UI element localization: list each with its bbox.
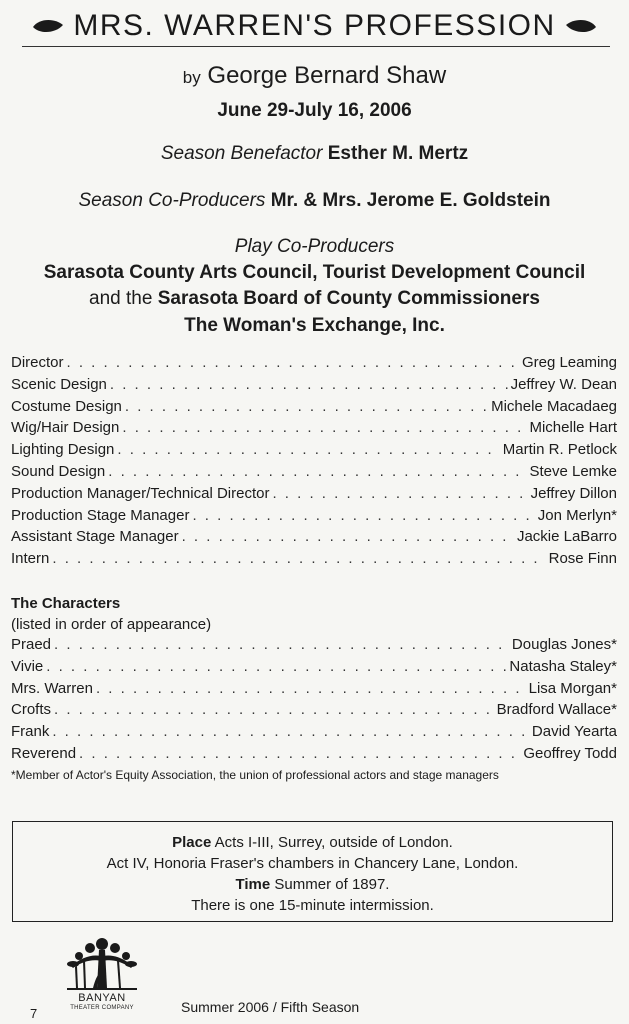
sponsor-line-3: The Woman's Exchange, Inc. <box>184 315 445 336</box>
season-benefactor <box>0 143 629 165</box>
actor-name: Geoffrey Todd <box>523 744 617 762</box>
leaf-right-icon <box>564 17 598 35</box>
credit-name: Jon Merlyn* <box>537 506 617 524</box>
season-label: Summer 2006 / Fifth Season <box>181 999 360 1015</box>
season-co-producers <box>0 190 629 212</box>
actor-name: Natasha Staley* <box>509 657 617 675</box>
credit-row <box>11 528 617 550</box>
by-label: by <box>182 68 201 87</box>
character-role: Frank <box>11 723 50 741</box>
credit-row <box>11 550 617 572</box>
characters-subheading: (listed in order of appearance) <box>11 616 212 633</box>
credit-row <box>11 419 617 441</box>
credit-role: Scenic Design <box>11 375 107 393</box>
credit-role: Wig/Hair Design <box>11 419 120 437</box>
credit-name: Martin R. Petlock <box>502 441 617 459</box>
credit-name: Steve Lemke <box>529 462 617 480</box>
credit-name: Michelle Hart <box>529 419 617 437</box>
run-dates: June 29-July 16, 2006 <box>217 100 412 121</box>
character-role: Praed <box>11 636 52 653</box>
credit-row <box>11 463 617 485</box>
character-role: Vivie <box>11 657 44 675</box>
intermission-line: There is one 15-minute intermission. <box>191 897 434 914</box>
credit-role: Lighting Design <box>11 441 115 459</box>
character-row <box>11 636 617 658</box>
credit-role: Production Manager/Technical Director <box>11 484 270 502</box>
character-row <box>11 680 617 702</box>
sponsor-line-2 <box>0 288 629 310</box>
co-producers-name: Mr. & Mrs. Jerome E. Goldstein <box>270 190 551 211</box>
banyan-tree-logo-icon <box>63 934 141 994</box>
credit-role: Sound Design <box>11 462 106 480</box>
credit-name: Greg Leaming <box>521 354 617 371</box>
characters-list <box>11 636 617 767</box>
logo-subtitle: THEATER COMPANY <box>70 1005 134 1011</box>
page-number: 7 <box>30 1006 38 1021</box>
sponsor-line-2-name: Sarasota Board of County Commissioners <box>157 288 540 309</box>
time-text: Summer of 1897. <box>274 876 390 893</box>
page-title: MRS. WARREN'S PROFESSION <box>73 9 556 42</box>
credit-name: Jeffrey W. Dean <box>510 375 617 393</box>
co-producers-label: Season Co-Producers <box>78 190 266 211</box>
setting-box <box>12 821 613 922</box>
actor-name: David Yearta <box>531 723 617 741</box>
credit-name: Rose Finn <box>548 550 617 568</box>
character-role: Reverend <box>11 744 77 762</box>
credit-row <box>11 485 617 507</box>
sponsor-line-2-prefix: and the <box>89 288 153 309</box>
byline <box>0 62 629 90</box>
actor-name: Lisa Morgan* <box>528 679 617 697</box>
sponsor-line-1: Sarasota County Arts Council, Tourist Development Council <box>43 262 586 283</box>
place-line <box>13 832 612 853</box>
credit-row <box>11 507 617 529</box>
play-co-producers-label: Play Co-Producers <box>234 236 395 257</box>
place-label: Place <box>172 834 212 851</box>
credit-role: Production Stage Manager <box>11 506 190 524</box>
actor-name: Douglas Jones* <box>511 636 617 653</box>
credit-name: Jeffrey Dillon <box>530 484 617 502</box>
logo-name: BANYAN <box>78 992 126 1004</box>
leaf-left-icon <box>31 17 65 35</box>
credit-name: Michele Macadaeg <box>491 397 617 415</box>
character-row <box>11 701 617 723</box>
title-row <box>0 6 629 46</box>
benefactor-name: Esther M. Mertz <box>327 143 469 164</box>
character-row <box>11 723 617 745</box>
character-role: Crofts <box>11 701 52 719</box>
credit-row <box>11 441 617 463</box>
title-divider <box>22 46 610 47</box>
place-text: Acts I-III, Surrey, outside of London. <box>214 834 453 851</box>
character-row <box>11 658 617 680</box>
credit-role: Director <box>11 354 64 371</box>
credit-role: Assistant Stage Manager <box>11 528 179 546</box>
credit-role: Intern <box>11 550 50 568</box>
author: George Bernard Shaw <box>207 62 447 89</box>
credit-name: Jackie LaBarro <box>516 528 617 546</box>
character-role: Mrs. Warren <box>11 679 93 697</box>
time-line <box>13 874 612 895</box>
actor-name: Bradford Wallace* <box>496 701 617 719</box>
credit-row <box>11 354 617 376</box>
character-row <box>11 745 617 767</box>
act4-line: Act IV, Honoria Fraser's chambers in Chancery Lane, London. <box>106 855 519 872</box>
credits-list <box>11 354 617 572</box>
characters-heading: The Characters <box>11 595 121 612</box>
benefactor-label: Season Benefactor <box>160 143 323 164</box>
credit-row <box>11 398 617 420</box>
equity-footnote: *Member of Actor's Equity Association, the union of professional actors and stage managers <box>11 768 499 782</box>
time-label: Time <box>235 876 271 893</box>
credit-role: Costume Design <box>11 397 122 415</box>
credit-row <box>11 376 617 398</box>
